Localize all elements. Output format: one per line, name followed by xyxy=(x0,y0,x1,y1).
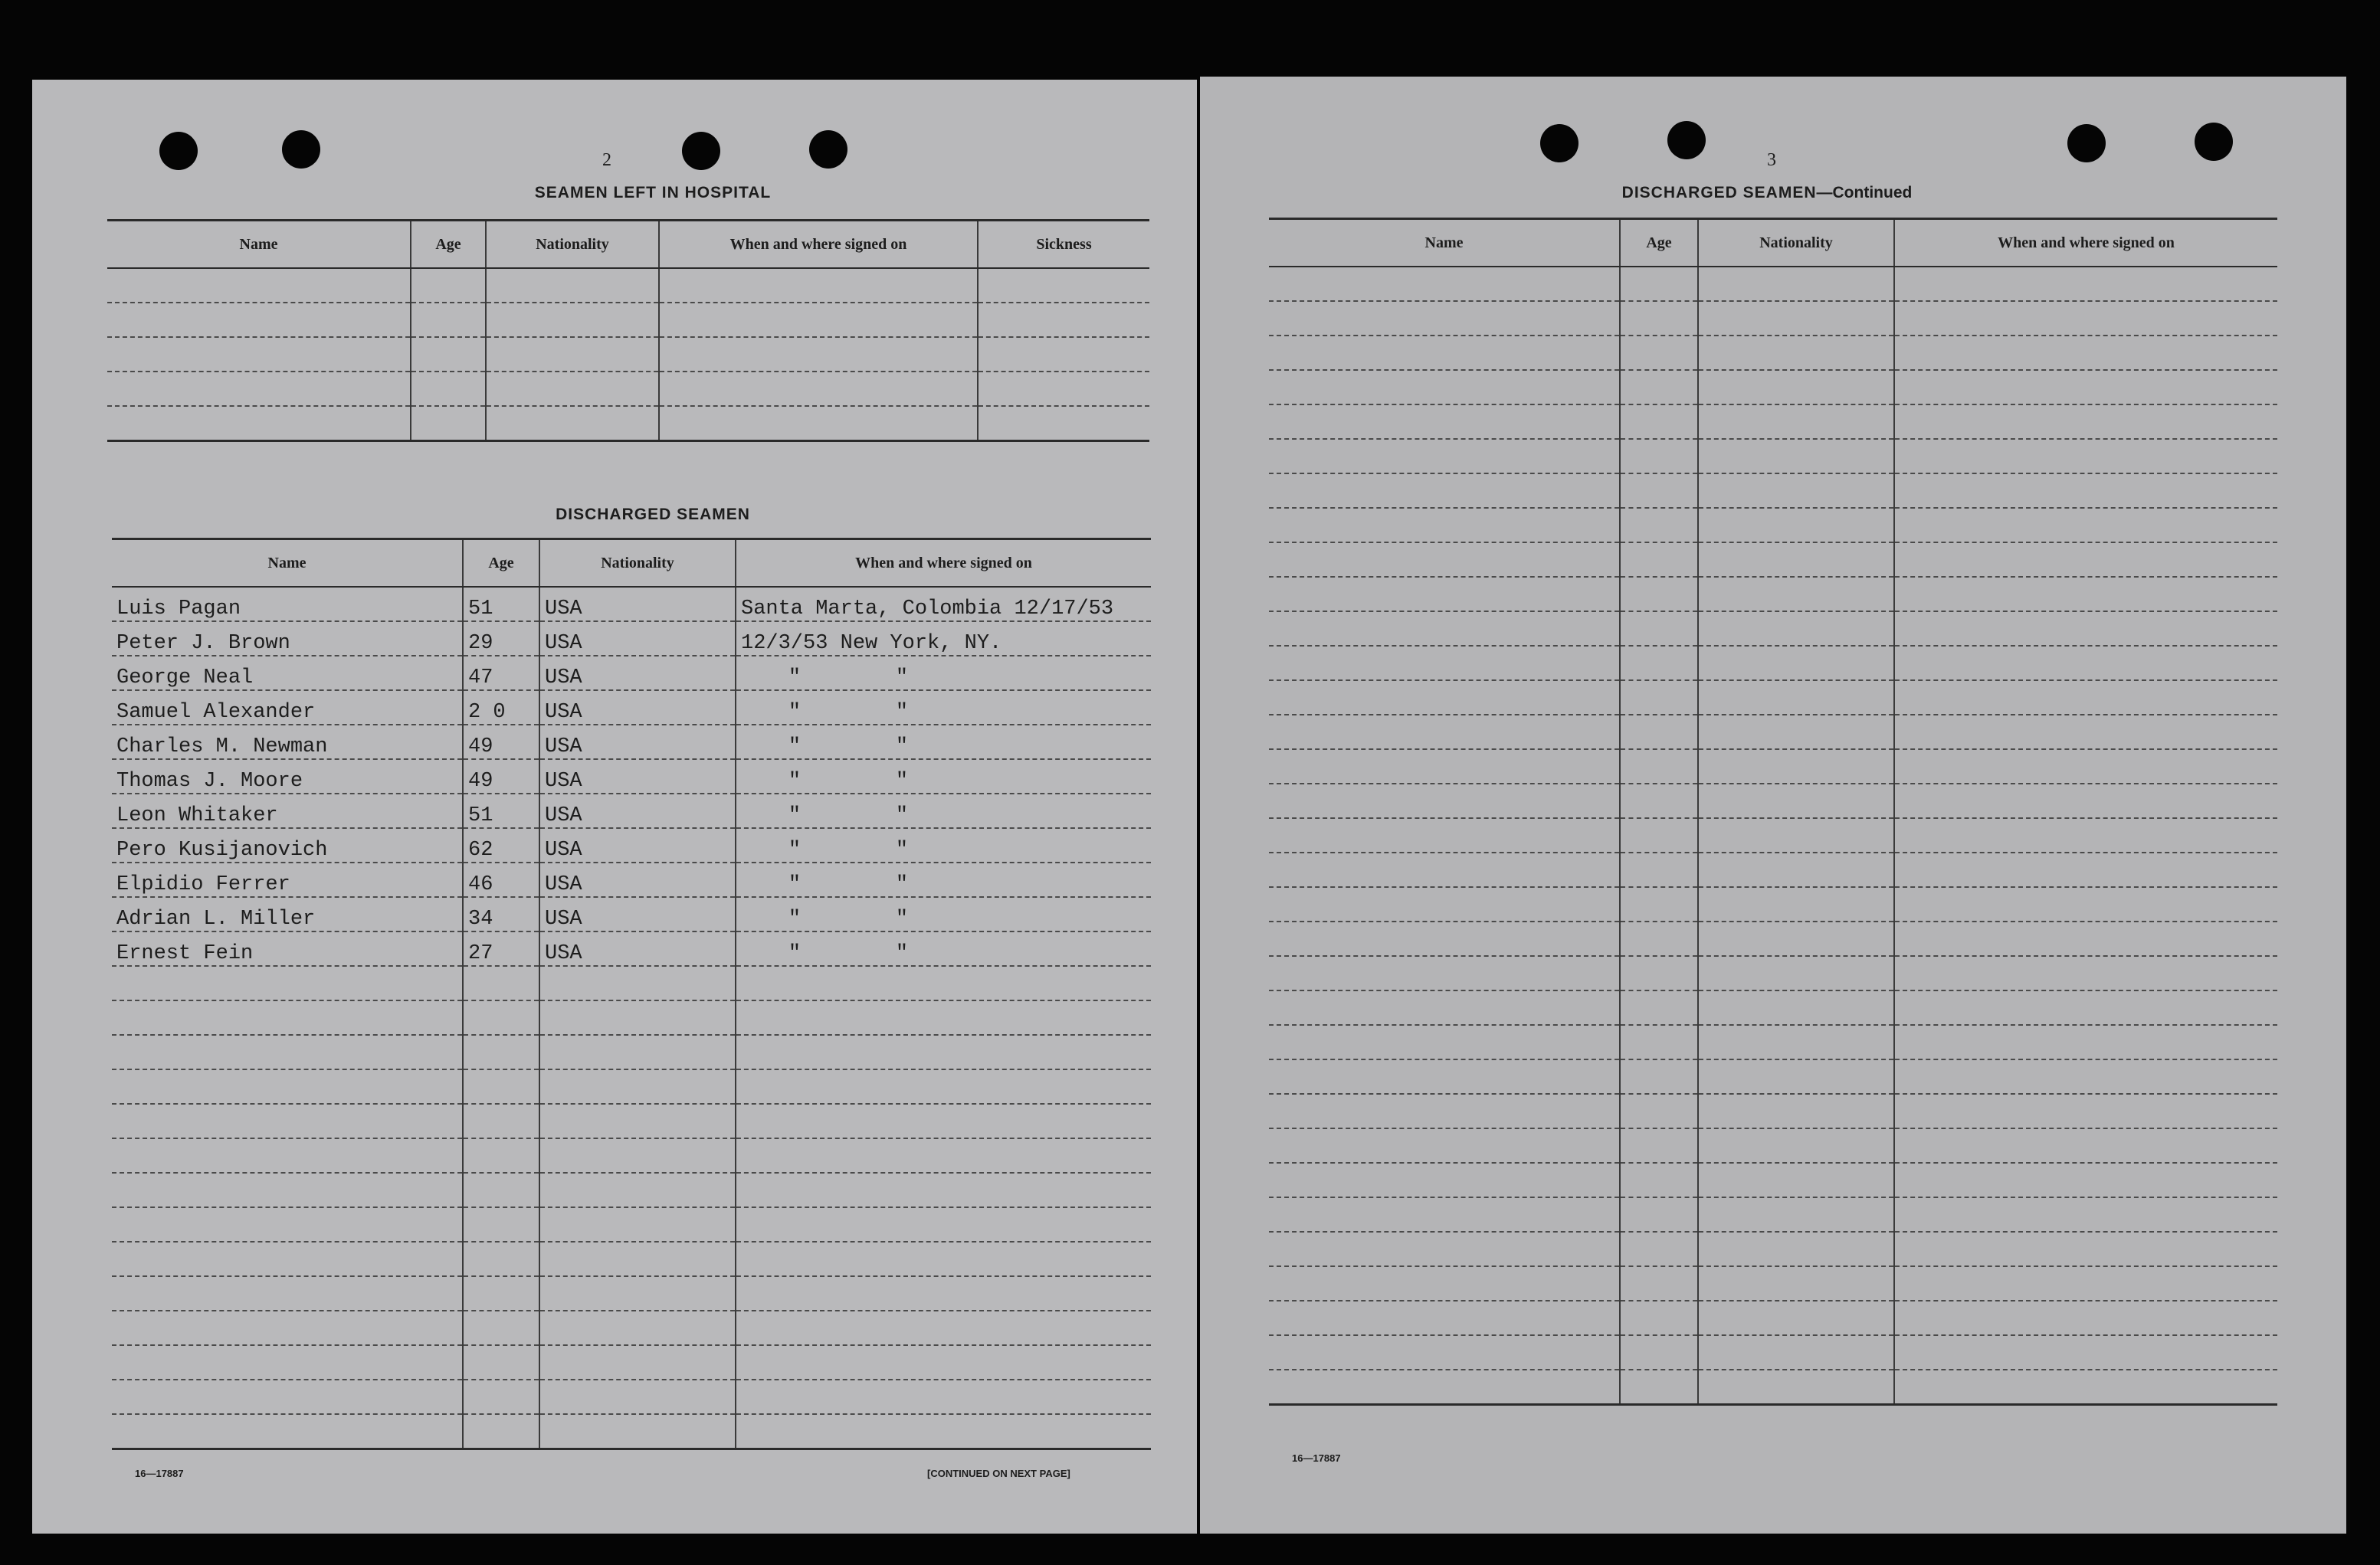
seaman-nationality: USA xyxy=(539,656,736,690)
table-row xyxy=(1269,853,2277,887)
column-header-age: Age xyxy=(411,221,486,269)
table-row xyxy=(112,1380,1151,1414)
ditto-mark: " xyxy=(895,873,909,896)
table-row xyxy=(1269,370,2277,404)
ditto-mark: " xyxy=(895,701,909,724)
column-header-signed-on: When and where signed on xyxy=(1894,219,2277,267)
hospital-table xyxy=(107,219,1149,442)
table-row xyxy=(112,897,1151,931)
table-row xyxy=(1269,1094,2277,1128)
table-row xyxy=(1269,680,2277,715)
punch-hole xyxy=(1540,124,1578,162)
seaman-nationality: USA xyxy=(539,621,736,656)
seaman-signed-on xyxy=(736,828,1151,863)
seaman-name: Elpidio Ferrer xyxy=(112,863,463,897)
table-row xyxy=(1269,1370,2277,1405)
seaman-name: Ernest Fein xyxy=(112,931,463,966)
seaman-nationality: USA xyxy=(539,690,736,725)
seaman-name: George Neal xyxy=(112,656,463,690)
ditto-mark: " xyxy=(895,770,909,793)
table-row xyxy=(1269,439,2277,473)
seaman-signed-on xyxy=(736,931,1151,966)
punch-hole xyxy=(682,132,720,170)
seaman-name: Samuel Alexander xyxy=(112,690,463,725)
discharged-table xyxy=(112,538,1151,1450)
ditto-mark: " xyxy=(788,942,802,965)
ditto-mark: " xyxy=(788,666,802,689)
table-row xyxy=(1269,1232,2277,1266)
table-row xyxy=(1269,473,2277,508)
seaman-age: 49 xyxy=(463,759,539,794)
column-header-name: Name xyxy=(1269,219,1620,267)
table-row xyxy=(112,1414,1151,1449)
table-row xyxy=(112,794,1151,828)
table-row xyxy=(112,828,1151,863)
form-number: 16—17887 xyxy=(1292,1452,1341,1464)
column-header-sickness: Sickness xyxy=(978,221,1149,269)
table-row xyxy=(1269,1059,2277,1094)
seaman-signed-on xyxy=(736,690,1151,725)
seaman-name: Charles M. Newman xyxy=(112,725,463,759)
seaman-nationality: USA xyxy=(539,587,736,621)
seaman-age: 2 0 xyxy=(463,690,539,725)
seaman-nationality: USA xyxy=(539,725,736,759)
punch-hole xyxy=(1667,121,1706,159)
seaman-name: Leon Whitaker xyxy=(112,794,463,828)
seaman-age: 34 xyxy=(463,897,539,931)
table-row xyxy=(112,1242,1151,1276)
ditto-mark: " xyxy=(895,908,909,931)
table-row xyxy=(1269,1197,2277,1232)
section-title-continued: —Continued xyxy=(1816,184,1913,201)
table-header-row xyxy=(107,221,1149,269)
table-row xyxy=(107,406,1149,441)
form-number: 16—17887 xyxy=(135,1468,184,1479)
table-row xyxy=(107,372,1149,406)
column-header-nationality: Nationality xyxy=(1698,219,1894,267)
table-row xyxy=(1269,990,2277,1025)
table-row xyxy=(112,1069,1151,1104)
table-row xyxy=(112,1138,1151,1173)
table-row xyxy=(112,725,1151,759)
right-page xyxy=(1200,77,2346,1534)
table-row xyxy=(1269,404,2277,439)
table-row xyxy=(1269,336,2277,370)
table-row xyxy=(1269,1301,2277,1335)
seaman-age: 46 xyxy=(463,863,539,897)
table-row xyxy=(112,863,1151,897)
discharged-continued-table xyxy=(1269,218,2277,1406)
table-row xyxy=(112,656,1151,690)
section-title xyxy=(1537,184,1997,202)
column-header-nationality: Nationality xyxy=(539,539,736,588)
punch-hole xyxy=(2067,124,2106,162)
column-header-nationality: Nationality xyxy=(486,221,659,269)
seaman-name: Adrian L. Miller xyxy=(112,897,463,931)
continued-note: [CONTINUED ON NEXT PAGE] xyxy=(927,1468,1070,1479)
seaman-signed-on xyxy=(736,725,1151,759)
table-row xyxy=(112,1173,1151,1207)
table-row xyxy=(1269,508,2277,542)
table-row xyxy=(112,1207,1151,1242)
ditto-mark: " xyxy=(788,804,802,827)
seaman-signed-on: Santa Marta, Colombia 12/17/53 xyxy=(736,587,1151,621)
seaman-signed-on xyxy=(736,794,1151,828)
seaman-age: 47 xyxy=(463,656,539,690)
seaman-signed-on xyxy=(736,656,1151,690)
ditto-mark: " xyxy=(788,735,802,758)
ditto-mark: " xyxy=(788,873,802,896)
section-title-main: DISCHARGED SEAMEN xyxy=(1621,184,1817,201)
punch-hole xyxy=(2195,123,2233,161)
table-row xyxy=(112,1000,1151,1035)
column-header-name: Name xyxy=(112,539,463,588)
table-row xyxy=(1269,646,2277,680)
table-row xyxy=(112,759,1151,794)
seaman-age: 27 xyxy=(463,931,539,966)
table-row xyxy=(1269,922,2277,956)
table-row xyxy=(1269,577,2277,611)
ditto-mark: " xyxy=(788,770,802,793)
table-row xyxy=(1269,818,2277,853)
seaman-nationality: USA xyxy=(539,794,736,828)
table-row xyxy=(1269,784,2277,818)
table-row xyxy=(107,303,1149,337)
table-row xyxy=(1269,542,2277,577)
table-row xyxy=(107,337,1149,372)
table-row xyxy=(1269,1025,2277,1059)
table-row xyxy=(112,587,1151,621)
table-row xyxy=(112,966,1151,1000)
seaman-age: 62 xyxy=(463,828,539,863)
ditto-mark: " xyxy=(788,839,802,862)
seaman-age: 29 xyxy=(463,621,539,656)
column-header-name: Name xyxy=(107,221,411,269)
column-header-signed-on: When and where signed on xyxy=(736,539,1151,588)
ditto-mark: " xyxy=(788,701,802,724)
column-header-signed-on: When and where signed on xyxy=(659,221,978,269)
ditto-mark: " xyxy=(895,735,909,758)
punch-hole xyxy=(282,130,320,169)
seaman-name: Peter J. Brown xyxy=(112,621,463,656)
table-row xyxy=(1269,956,2277,990)
table-row xyxy=(1269,887,2277,922)
punch-hole xyxy=(159,132,198,170)
ditto-mark: " xyxy=(895,942,909,965)
page-number: 2 xyxy=(602,150,611,170)
ditto-mark: " xyxy=(895,666,909,689)
table-row xyxy=(112,690,1151,725)
ditto-mark: " xyxy=(788,908,802,931)
table-row xyxy=(112,1345,1151,1380)
table-row xyxy=(1269,1335,2277,1370)
seaman-name: Thomas J. Moore xyxy=(112,759,463,794)
seaman-signed-on xyxy=(736,863,1151,897)
table-header-row xyxy=(1269,219,2277,267)
seaman-signed-on xyxy=(736,759,1151,794)
ditto-mark: " xyxy=(895,839,909,862)
table-row xyxy=(112,1276,1151,1311)
table-row xyxy=(1269,301,2277,336)
punch-hole xyxy=(809,130,847,169)
seaman-name: Luis Pagan xyxy=(112,587,463,621)
table-row xyxy=(1269,1163,2277,1197)
seaman-nationality: USA xyxy=(539,759,736,794)
discharged-section-title: DISCHARGED SEAMEN xyxy=(556,506,750,523)
seaman-signed-on xyxy=(736,897,1151,931)
seaman-nationality: USA xyxy=(539,863,736,897)
seaman-nationality: USA xyxy=(539,931,736,966)
seaman-age: 51 xyxy=(463,587,539,621)
table-row xyxy=(112,931,1151,966)
table-row xyxy=(1269,1266,2277,1301)
seaman-age: 49 xyxy=(463,725,539,759)
seaman-age: 51 xyxy=(463,794,539,828)
table-row xyxy=(1269,611,2277,646)
seaman-signed-on: 12/3/53 New York, NY. xyxy=(736,621,1151,656)
table-row xyxy=(112,621,1151,656)
seaman-nationality: USA xyxy=(539,828,736,863)
seaman-nationality: USA xyxy=(539,897,736,931)
seaman-name: Pero Kusijanovich xyxy=(112,828,463,863)
table-row xyxy=(112,1035,1151,1069)
table-row xyxy=(1269,1128,2277,1163)
column-header-age: Age xyxy=(1620,219,1698,267)
table-row xyxy=(112,1104,1151,1138)
column-header-age: Age xyxy=(463,539,539,588)
ditto-mark: " xyxy=(895,804,909,827)
hospital-section-title: SEAMEN LEFT IN HOSPITAL xyxy=(534,184,772,201)
table-row xyxy=(1269,267,2277,301)
table-row xyxy=(112,1311,1151,1345)
table-row xyxy=(107,268,1149,303)
left-page xyxy=(32,80,1197,1534)
page-number: 3 xyxy=(1767,150,1776,170)
table-header-row xyxy=(112,539,1151,588)
table-row xyxy=(1269,749,2277,784)
table-row xyxy=(1269,715,2277,749)
